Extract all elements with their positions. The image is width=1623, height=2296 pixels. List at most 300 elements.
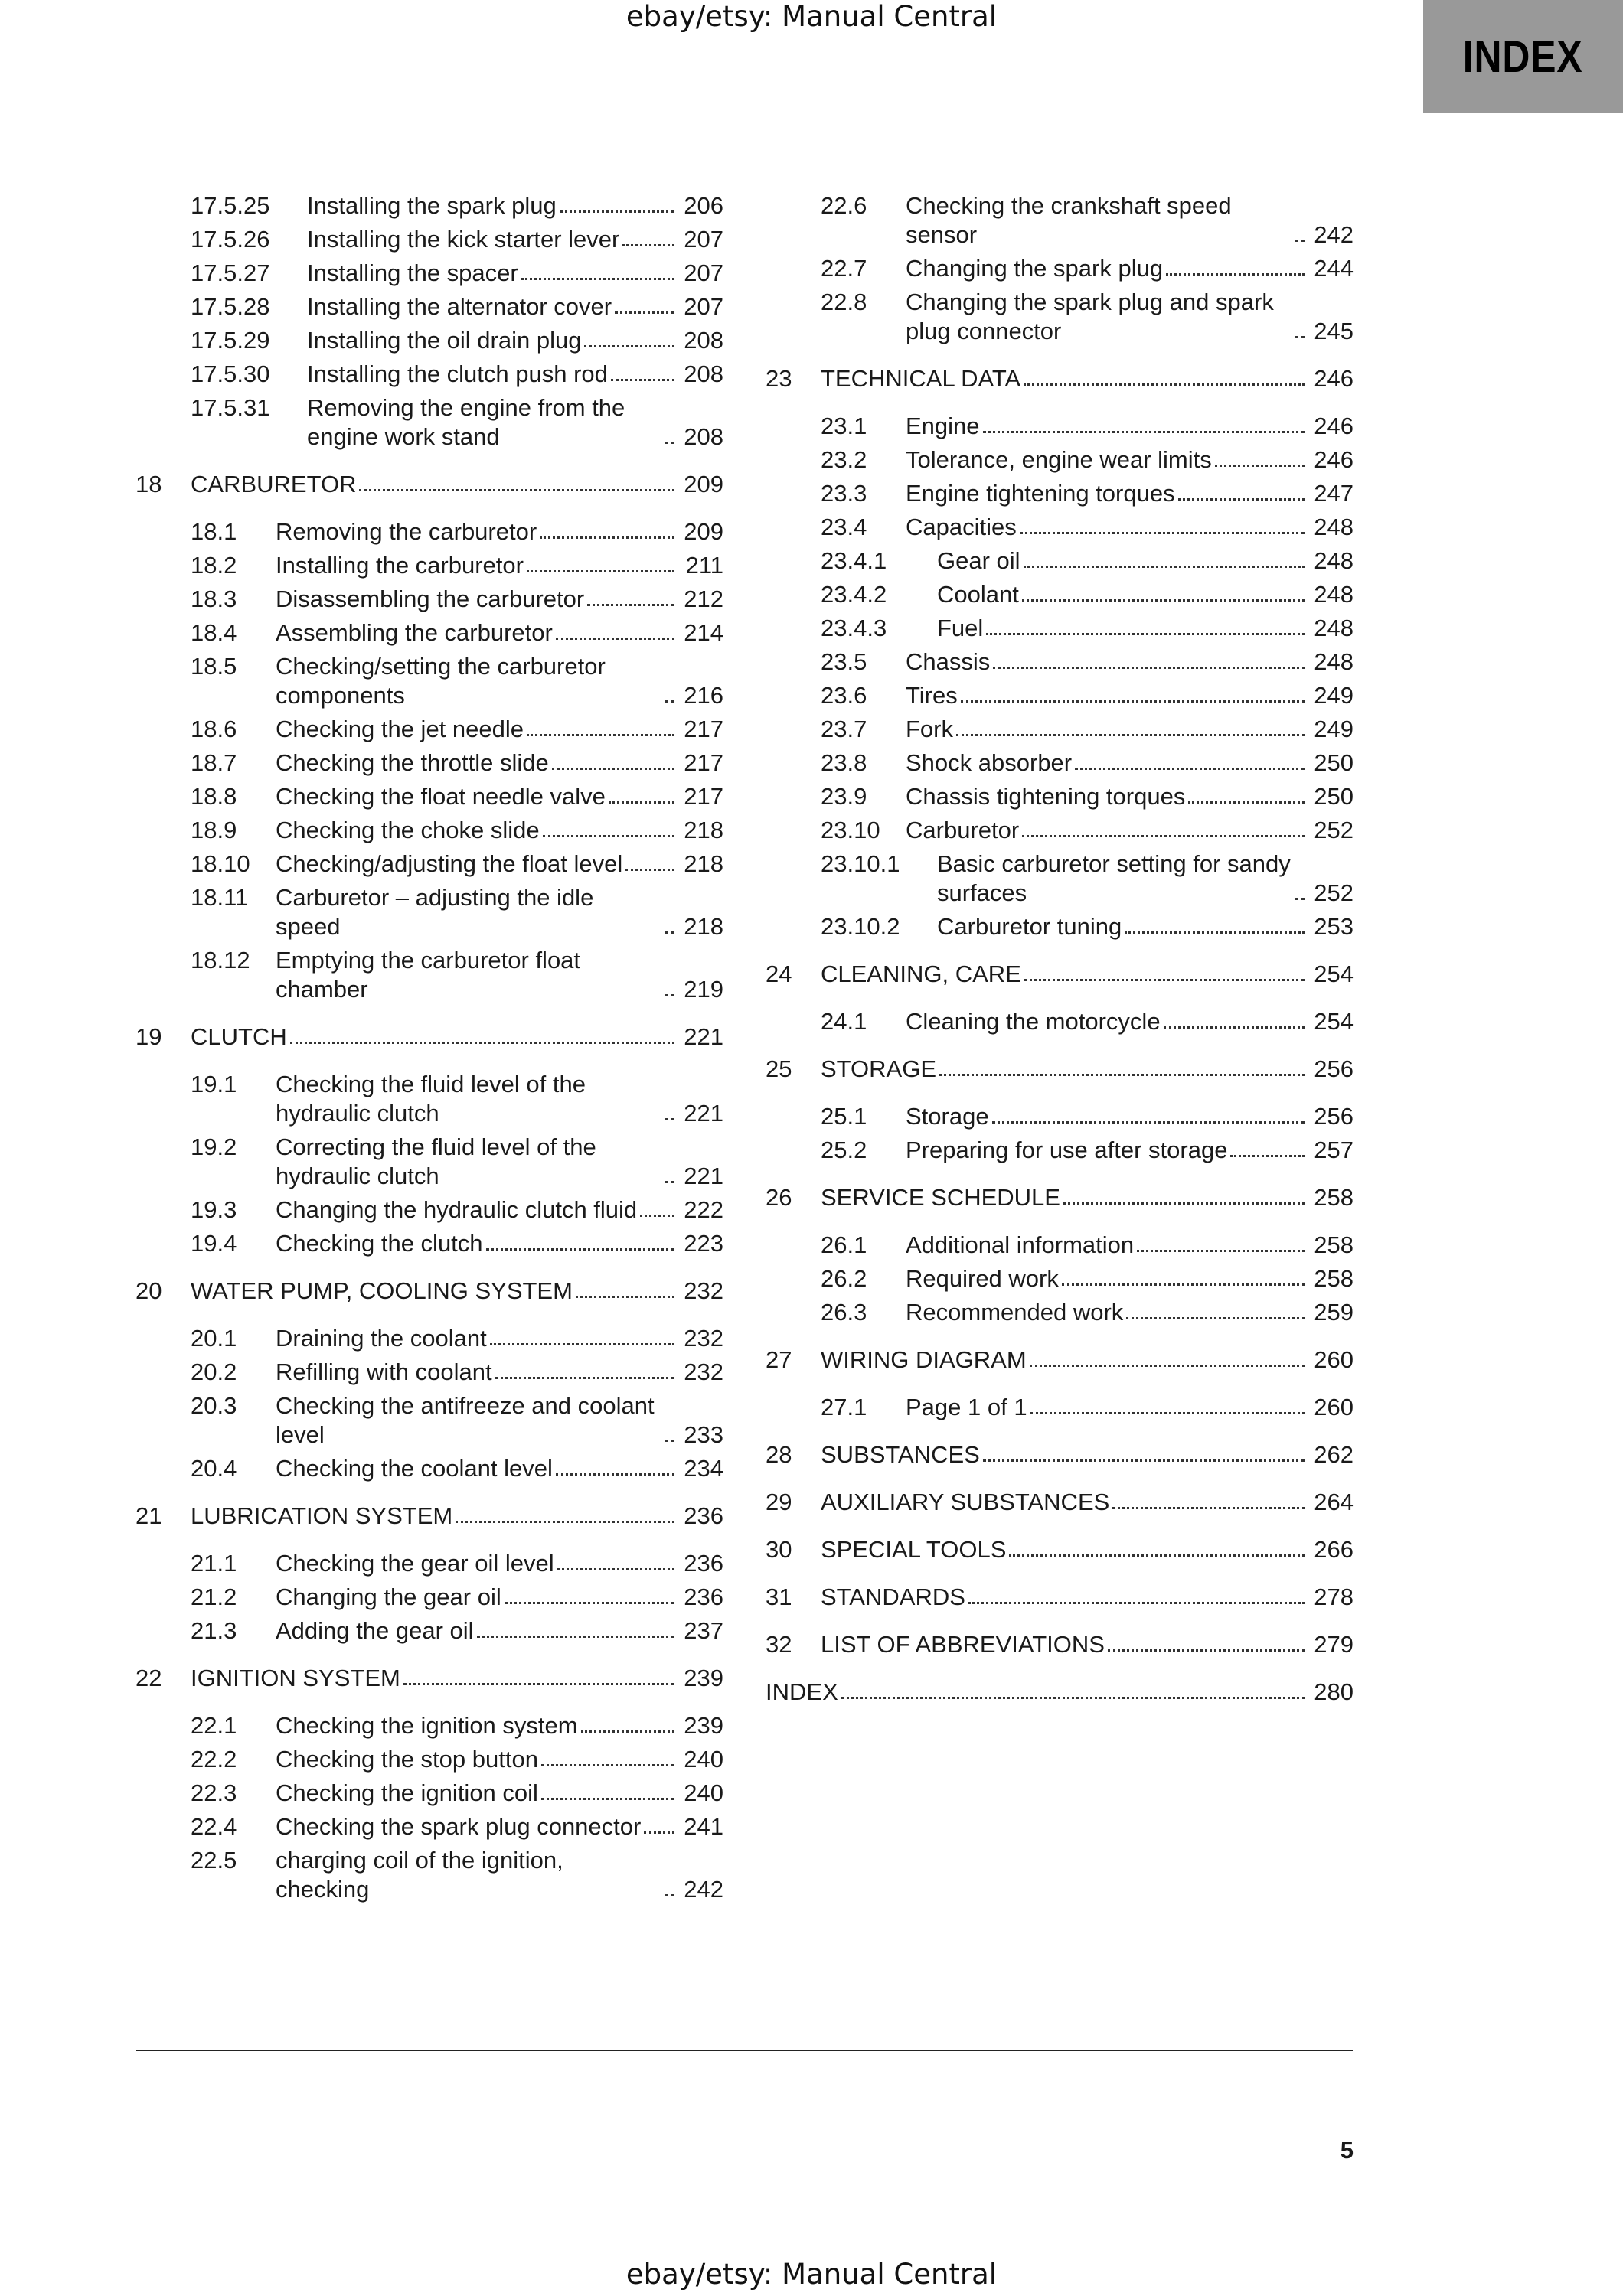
- toc-entry[interactable]: [766, 445, 1354, 475]
- toc-entry-title: STANDARDS: [821, 1583, 965, 1610]
- toc-entry-page: 266: [1314, 1536, 1354, 1563]
- toc-entry-title: WIRING DIAGRAM: [821, 1346, 1027, 1373]
- toc-entry-title: Removing the carburetor: [276, 518, 537, 545]
- toc-entry-number: 25: [766, 1055, 792, 1082]
- toc-entry-title: AUXILIARY SUBSTANCES: [821, 1489, 1110, 1515]
- toc-entry-page: 246: [1314, 365, 1354, 392]
- toc-entry-page: 217: [684, 783, 723, 810]
- dot-leader: [1020, 524, 1305, 534]
- toc-entry-title: Installing the clutch push rod: [307, 360, 608, 387]
- toc-entry-number: 18.1: [191, 518, 237, 545]
- toc-entry-page: 258: [1314, 1265, 1354, 1292]
- toc-entry-number: 18.7: [191, 749, 237, 776]
- dot-leader: [1024, 558, 1305, 568]
- toc-entry[interactable]: [766, 850, 1354, 908]
- toc-entry-number: 17.5.30: [191, 360, 270, 387]
- dot-leader: [1030, 1357, 1305, 1367]
- toc-chapter-entry[interactable]: [766, 1678, 1354, 1707]
- dot-leader: [609, 794, 674, 804]
- toc-entry-number: 25.1: [821, 1103, 867, 1130]
- dot-leader: [1126, 1309, 1305, 1319]
- toc-entry[interactable]: [136, 1812, 723, 1841]
- toc-entry-page: 239: [684, 1712, 723, 1739]
- toc-entry[interactable]: [766, 513, 1354, 542]
- toc-entry-page: 279: [1314, 1631, 1354, 1658]
- toc-chapter-entry[interactable]: [766, 364, 1354, 393]
- toc-entry[interactable]: [136, 393, 723, 452]
- toc-entry[interactable]: [766, 1393, 1354, 1422]
- dot-leader: [359, 481, 674, 491]
- toc-entry[interactable]: [136, 1133, 723, 1191]
- toc-right-column: [766, 187, 1354, 1725]
- toc-entry-page: 214: [684, 619, 723, 646]
- toc-entry-page: 245: [1314, 318, 1354, 344]
- toc-entry-title: Preparing for use after storage: [906, 1137, 1228, 1163]
- section-tab-label: INDEX: [1463, 31, 1583, 82]
- toc-entry[interactable]: [136, 551, 723, 580]
- toc-entry-page: 232: [684, 1358, 723, 1385]
- toc-entry-number: 18.2: [191, 552, 237, 579]
- dot-leader: [477, 1628, 674, 1638]
- toc-entry-page: 233: [684, 1421, 723, 1448]
- dot-leader: [581, 1723, 674, 1733]
- toc-entry[interactable]: [136, 1549, 723, 1578]
- toc-entry-number: 23.4.3: [821, 615, 887, 641]
- dot-leader: [1295, 328, 1305, 338]
- toc-entry-title: Removing the engine from the engine work stand: [307, 394, 625, 450]
- toc-entry[interactable]: [136, 1358, 723, 1387]
- toc-entry[interactable]: [136, 748, 723, 778]
- toc-entry[interactable]: [136, 1195, 723, 1225]
- toc-entry-page: 248: [1314, 514, 1354, 540]
- watermark-bottom: ebay/etsy: Manual Central: [625, 2258, 998, 2291]
- dot-leader: [625, 861, 674, 871]
- toc-entry-page: 248: [1314, 581, 1354, 608]
- toc-chapter-entry[interactable]: [136, 1502, 723, 1531]
- toc-entry[interactable]: [766, 412, 1354, 441]
- toc-entry[interactable]: [136, 191, 723, 220]
- toc-entry-page: 252: [1314, 879, 1354, 906]
- toc-chapter-entry[interactable]: [766, 1630, 1354, 1659]
- toc-entry[interactable]: [136, 585, 723, 614]
- dot-leader: [961, 693, 1305, 703]
- toc-entry-number: 20.2: [191, 1358, 237, 1385]
- toc-chapter-entry[interactable]: [766, 1488, 1354, 1517]
- toc-entry[interactable]: [136, 225, 723, 254]
- toc-entry[interactable]: [136, 715, 723, 744]
- toc-entry-title: Refilling with coolant: [276, 1358, 492, 1385]
- dot-leader: [1030, 1404, 1305, 1414]
- toc-chapter-entry[interactable]: [136, 1664, 723, 1693]
- toc-entry-number: 17.5.27: [191, 259, 270, 286]
- toc-entry-page: 232: [684, 1277, 723, 1304]
- toc-entry-page: 223: [684, 1230, 723, 1257]
- toc-entry-title: SUBSTANCES: [821, 1441, 980, 1468]
- toc-entry-page: 221: [684, 1023, 723, 1050]
- toc-entry-number: 21.2: [191, 1583, 237, 1610]
- toc-entry-page: 242: [1314, 221, 1354, 248]
- toc-entry[interactable]: [136, 652, 723, 710]
- toc-entry-number: 18.10: [191, 850, 250, 877]
- dot-leader: [622, 236, 674, 246]
- toc-entry-title: Checking the fluid level of the hydraulic clutch: [276, 1071, 586, 1127]
- toc-entry-title: Carburetor – adjusting the idle speed: [276, 884, 594, 940]
- toc-chapter-entry[interactable]: [766, 1183, 1354, 1212]
- toc-entry[interactable]: [136, 850, 723, 879]
- toc-entry[interactable]: [766, 580, 1354, 609]
- toc-chapter-entry[interactable]: [766, 1583, 1354, 1612]
- toc-entry-title: Additional information: [906, 1231, 1135, 1258]
- toc-entry-number: 22.5: [191, 1847, 237, 1874]
- toc-entry-number: 26.1: [821, 1231, 867, 1258]
- toc-chapter-entry[interactable]: [136, 470, 723, 499]
- toc-entry-number: 26: [766, 1184, 792, 1211]
- toc-entry-number: 18.12: [191, 947, 250, 974]
- toc-entry-number: 23: [766, 365, 792, 392]
- toc-entry-page: 262: [1314, 1441, 1354, 1468]
- toc-entry[interactable]: [136, 1229, 723, 1258]
- toc-entry-number: 23.7: [821, 716, 867, 742]
- toc-entry-page: 252: [1314, 817, 1354, 843]
- toc-entry-page: 258: [1314, 1184, 1354, 1211]
- toc-entry[interactable]: [136, 618, 723, 647]
- dot-leader: [983, 1452, 1305, 1462]
- toc-entry[interactable]: [766, 1298, 1354, 1327]
- toc-entry-title: Changing the spark plug and spark plug connector: [906, 289, 1274, 344]
- toc-chapter-entry[interactable]: [766, 1440, 1354, 1469]
- toc-entry-page: 207: [684, 293, 723, 320]
- toc-entry[interactable]: [766, 1007, 1354, 1036]
- toc-entry-number: 22.2: [191, 1746, 237, 1773]
- dot-leader: [527, 563, 674, 572]
- dot-leader: [290, 1034, 674, 1044]
- dot-leader: [403, 1675, 674, 1685]
- dot-leader: [611, 371, 674, 381]
- toc-entry-page: 253: [1314, 913, 1354, 940]
- toc-entry-title: Checking the coolant level: [276, 1455, 553, 1482]
- toc-entry-page: 246: [1314, 446, 1354, 473]
- dot-leader: [939, 1066, 1305, 1076]
- toc-entry-page: 242: [684, 1876, 723, 1903]
- toc-entry-title: Chassis: [906, 648, 991, 675]
- toc-entry[interactable]: [766, 614, 1354, 643]
- toc-entry-page: 250: [1314, 749, 1354, 776]
- toc-entry-page: 260: [1314, 1394, 1354, 1420]
- dot-leader: [540, 529, 674, 539]
- dot-leader: [983, 423, 1305, 433]
- toc-entry[interactable]: [766, 782, 1354, 811]
- toc-entry[interactable]: [136, 816, 723, 845]
- toc-entry[interactable]: [766, 1231, 1354, 1260]
- dot-leader: [665, 1887, 674, 1896]
- toc-entry-title: CLUTCH: [191, 1023, 287, 1050]
- toc-entry[interactable]: [766, 715, 1354, 744]
- dot-leader: [665, 693, 674, 703]
- dot-leader: [1166, 266, 1305, 276]
- toc-entry-number: 17.5.28: [191, 293, 270, 320]
- toc-entry[interactable]: [766, 288, 1354, 346]
- toc-entry-number: 24: [766, 960, 792, 987]
- toc-entry-number: 23.5: [821, 648, 867, 675]
- toc-entry-number: 23.4: [821, 514, 867, 540]
- dot-leader: [505, 1594, 674, 1604]
- toc-entry[interactable]: [766, 748, 1354, 778]
- dot-leader: [665, 987, 674, 996]
- toc-entry[interactable]: [136, 946, 723, 1004]
- dot-leader: [1112, 1499, 1305, 1509]
- toc-entry-page: 236: [684, 1502, 723, 1529]
- toc-entry-title: SPECIAL TOOLS: [821, 1536, 1007, 1563]
- toc-entry-title: Coolant: [937, 581, 1019, 608]
- toc-entry-title: WATER PUMP, COOLING SYSTEM: [191, 1277, 573, 1304]
- toc-chapter-entry[interactable]: [766, 1535, 1354, 1564]
- toc-entry-number: 18.4: [191, 619, 237, 646]
- dot-leader: [490, 1336, 674, 1345]
- toc-entry-title: Assembling the carburetor: [276, 619, 553, 646]
- toc-entry[interactable]: [136, 1745, 723, 1774]
- toc-entry-number: 19: [136, 1023, 162, 1050]
- dot-leader: [665, 1173, 674, 1183]
- toc-entry-page: 222: [684, 1196, 723, 1223]
- toc-entry-number: 23.8: [821, 749, 867, 776]
- dot-leader: [1164, 1019, 1305, 1029]
- dot-leader: [1024, 376, 1305, 386]
- toc-entry-page: 208: [684, 360, 723, 387]
- toc-entry[interactable]: [136, 1391, 723, 1450]
- toc-entry[interactable]: [136, 883, 723, 941]
- toc-entry-title: Disassembling the carburetor: [276, 585, 585, 612]
- toc-entry-page: 246: [1314, 413, 1354, 439]
- dot-leader: [1137, 1242, 1305, 1252]
- toc-entry-title: Gear oil: [937, 547, 1020, 574]
- toc-entry-title: Checking/setting the carburetor components: [276, 653, 606, 709]
- toc-entry-page: 209: [684, 471, 723, 497]
- dot-leader: [1295, 232, 1305, 242]
- toc-chapter-entry[interactable]: [766, 960, 1354, 989]
- dot-leader: [560, 203, 674, 213]
- dot-leader: [956, 726, 1305, 736]
- toc-entry-title: Changing the spark plug: [906, 255, 1164, 282]
- toc-entry-number: 32: [766, 1631, 792, 1658]
- toc-entry-number: 17.5.29: [191, 327, 270, 354]
- toc-entry-number: 20: [136, 1277, 162, 1304]
- dot-leader: [968, 1594, 1305, 1604]
- toc-entry[interactable]: [136, 517, 723, 546]
- toc-entry[interactable]: [136, 1070, 723, 1128]
- toc-entry-number: 17.5.26: [191, 226, 270, 253]
- toc-entry-number: 20.3: [191, 1392, 237, 1419]
- toc-entry-number: 21.3: [191, 1617, 237, 1644]
- dot-leader: [521, 270, 674, 280]
- toc-entry-title: Tolerance, engine wear limits: [906, 446, 1212, 473]
- toc-entry[interactable]: [136, 1454, 723, 1483]
- toc-entry-number: 29: [766, 1489, 792, 1515]
- toc-entry[interactable]: [136, 326, 723, 355]
- toc-entry[interactable]: [766, 191, 1354, 249]
- toc-entry-page: 258: [1314, 1231, 1354, 1258]
- toc-entry[interactable]: [766, 1102, 1354, 1131]
- toc-entry-title: Checking the gear oil level: [276, 1550, 554, 1577]
- toc-chapter-entry[interactable]: [136, 1022, 723, 1052]
- dot-leader: [1062, 1276, 1305, 1286]
- toc-entry-title: Checking the choke slide: [276, 817, 540, 843]
- toc-entry[interactable]: [136, 1583, 723, 1612]
- toc-entry-number: 19.4: [191, 1230, 237, 1257]
- toc-entry-page: 248: [1314, 648, 1354, 675]
- toc-entry-page: 221: [684, 1100, 723, 1127]
- toc-entry-title: Chassis tightening torques: [906, 783, 1186, 810]
- dot-leader: [1188, 794, 1305, 804]
- toc-entry-number: 22.4: [191, 1813, 237, 1840]
- dot-leader: [456, 1513, 674, 1523]
- toc-entry[interactable]: [766, 1264, 1354, 1293]
- toc-entry[interactable]: [136, 360, 723, 389]
- toc-entry-page: 259: [1314, 1299, 1354, 1326]
- dot-leader: [527, 726, 674, 736]
- dot-leader: [576, 1288, 674, 1298]
- dot-leader: [552, 760, 674, 770]
- toc-entry-title: Engine tightening torques: [906, 480, 1175, 507]
- toc-entry-title: Installing the alternator cover: [307, 293, 612, 320]
- dot-leader: [587, 596, 674, 606]
- dot-leader: [543, 827, 674, 837]
- toc-entry-title: Carburetor tuning: [937, 913, 1122, 940]
- toc-entry-page: 218: [684, 913, 723, 940]
- toc-entry-number: 18.6: [191, 716, 237, 742]
- toc-entry[interactable]: [766, 479, 1354, 508]
- toc-entry-page: 217: [684, 749, 723, 776]
- toc-entry[interactable]: [136, 1846, 723, 1904]
- toc-entry-number: 23.2: [821, 446, 867, 473]
- toc-entry-title: Capacities: [906, 514, 1017, 540]
- toc-entry[interactable]: [766, 912, 1354, 941]
- dot-leader: [1063, 1195, 1305, 1205]
- toc-entry-number: 30: [766, 1536, 792, 1563]
- toc-entry-title: Checking the clutch: [276, 1230, 483, 1257]
- toc-entry-page: 278: [1314, 1583, 1354, 1610]
- toc-entry-number: 23.10: [821, 817, 880, 843]
- toc-entry-page: 211: [685, 552, 723, 579]
- toc-entry-title: Checking the ignition coil: [276, 1779, 538, 1806]
- toc-entry-page: 256: [1314, 1055, 1354, 1082]
- dot-leader: [1125, 924, 1305, 934]
- toc-entry-page: 254: [1314, 1008, 1354, 1035]
- dot-leader: [541, 1790, 674, 1800]
- toc-entry-number: 21: [136, 1502, 162, 1529]
- toc-entry[interactable]: [766, 254, 1354, 283]
- toc-entry-page: 250: [1314, 783, 1354, 810]
- toc-entry[interactable]: [766, 681, 1354, 710]
- dot-leader: [1108, 1642, 1305, 1652]
- toc-entry[interactable]: [136, 1616, 723, 1645]
- toc-entry-number: 23.9: [821, 783, 867, 810]
- dot-leader: [557, 1561, 674, 1570]
- toc-chapter-entry[interactable]: [766, 1055, 1354, 1084]
- toc-entry-number: 23.10.1: [821, 850, 900, 877]
- toc-entry-title: Shock absorber: [906, 749, 1073, 776]
- toc-entry[interactable]: [136, 782, 723, 811]
- toc-entry-title: Checking the ignition system: [276, 1712, 578, 1739]
- toc-entry-title: Installing the spacer: [307, 259, 518, 286]
- toc-entry-title: Engine: [906, 413, 980, 439]
- watermark-top: ebay/etsy: Manual Central: [625, 0, 998, 33]
- toc-entry[interactable]: [766, 1136, 1354, 1165]
- toc-entry-title: Installing the carburetor: [276, 552, 524, 579]
- toc-entry-page: 209: [684, 518, 723, 545]
- toc-entry-number: 27: [766, 1346, 792, 1373]
- toc-entry-number: 18.11: [191, 884, 249, 911]
- toc-chapter-entry[interactable]: [136, 1277, 723, 1306]
- toc-entry-number: 18.8: [191, 783, 237, 810]
- dot-leader: [992, 1114, 1305, 1124]
- toc-entry-title: Fuel: [937, 615, 984, 641]
- toc-entry-page: 244: [1314, 255, 1354, 282]
- toc-entry-number: 22: [136, 1665, 162, 1691]
- dot-leader: [1024, 971, 1305, 981]
- toc-entry-number: 24.1: [821, 1008, 867, 1035]
- toc-entry-number: 23.6: [821, 682, 867, 709]
- toc-entry-number: 26.2: [821, 1265, 867, 1292]
- toc-entry-title: TECHNICAL DATA: [821, 365, 1021, 392]
- dot-leader: [993, 659, 1305, 669]
- toc-entry-page: 257: [1314, 1137, 1354, 1163]
- toc-entry-number: 18.9: [191, 817, 237, 843]
- toc-entry[interactable]: [136, 1324, 723, 1353]
- dot-leader: [584, 338, 674, 347]
- toc-entry[interactable]: [136, 1711, 723, 1740]
- toc-entry-title: Changing the gear oil: [276, 1583, 501, 1610]
- toc-entry-title: INDEX: [766, 1678, 838, 1705]
- dot-leader: [841, 1689, 1305, 1699]
- toc-entry[interactable]: [136, 259, 723, 288]
- toc-entry-number: 23.10.2: [821, 913, 900, 940]
- toc-entry-title: Installing the spark plug: [307, 192, 557, 219]
- dot-leader: [986, 625, 1305, 635]
- dot-leader: [556, 630, 674, 640]
- toc-entry-page: 236: [684, 1550, 723, 1577]
- toc-entry-page: 207: [684, 259, 723, 286]
- dot-leader: [1009, 1547, 1305, 1557]
- toc-entry-page: 206: [684, 192, 723, 219]
- toc-entry-page: 237: [684, 1617, 723, 1644]
- toc-entry-title: Changing the hydraulic clutch fluid: [276, 1196, 638, 1223]
- dot-leader: [640, 1207, 674, 1217]
- toc-entry-title: Fork: [906, 716, 953, 742]
- toc-entry-page: 212: [684, 585, 723, 612]
- toc-entry[interactable]: [766, 647, 1354, 677]
- toc-entry[interactable]: [136, 292, 723, 321]
- toc-entry-number: 26.3: [821, 1299, 867, 1326]
- toc-entry-page: 264: [1314, 1489, 1354, 1515]
- toc-entry-title: Checking the jet needle: [276, 716, 524, 742]
- toc-entry-number: 25.2: [821, 1137, 867, 1163]
- toc-entry-page: 247: [1314, 480, 1354, 507]
- toc-entry[interactable]: [766, 816, 1354, 845]
- toc-entry[interactable]: [136, 1779, 723, 1808]
- toc-entry[interactable]: [766, 546, 1354, 576]
- toc-entry-number: 21.1: [191, 1550, 237, 1577]
- toc-entry-title: Required work: [906, 1265, 1059, 1292]
- toc-entry-page: 241: [684, 1813, 723, 1840]
- toc-entry-number: 19.2: [191, 1133, 237, 1160]
- toc-entry-number: 19.3: [191, 1196, 237, 1223]
- toc-entry-page: 232: [684, 1325, 723, 1352]
- toc-chapter-entry[interactable]: [766, 1345, 1354, 1375]
- toc-entry-number: 22.1: [191, 1712, 237, 1739]
- toc-entry-number: 19.1: [191, 1071, 237, 1097]
- toc-entry-page: 207: [684, 226, 723, 253]
- dot-leader: [644, 1824, 674, 1834]
